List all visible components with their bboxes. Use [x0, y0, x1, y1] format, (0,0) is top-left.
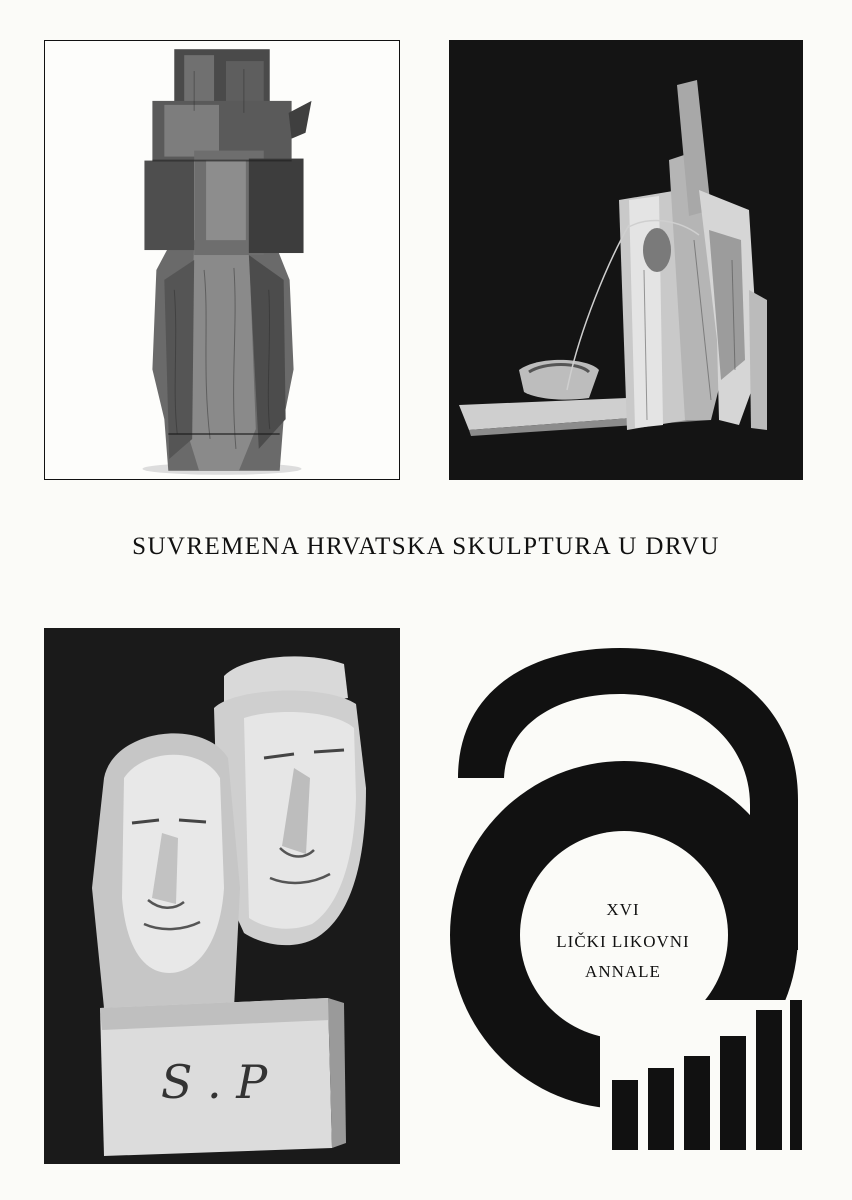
sculpture-photo-1 [44, 40, 400, 480]
sculpture-inscription: S . P [160, 1055, 268, 1109]
logo-event-type: ANNALE [585, 962, 661, 981]
page-title: SUVREMENA HRVATSKA SKULPTURA U DRVU [132, 533, 720, 560]
sculpture-photo-2 [449, 40, 803, 480]
logo-event-name: LIČKI LIKOVNI [556, 932, 690, 951]
sculpture-photo-3 [44, 628, 400, 1164]
logo-edition-number: XVI [606, 900, 640, 919]
